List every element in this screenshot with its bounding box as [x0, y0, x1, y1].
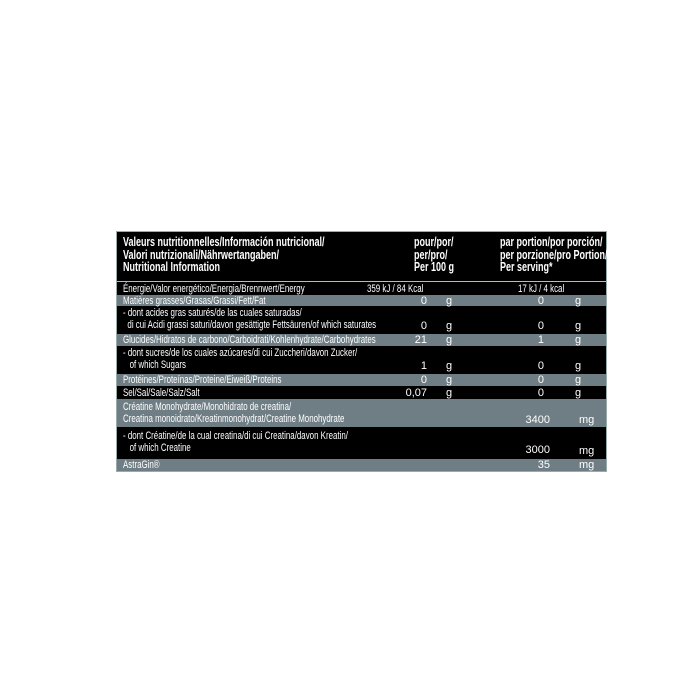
- row-label: [123, 401, 344, 425]
- value-per-100g: 0: [420, 320, 427, 332]
- row-sugars: [117, 347, 606, 373]
- value-per-100g: 1: [420, 360, 427, 372]
- header-text: per porzione/pro Portion/: [500, 247, 608, 262]
- value-per-100g: 21: [414, 334, 427, 346]
- row-of-which-creatine: [117, 428, 606, 459]
- value-per-serving: 3000: [525, 444, 550, 456]
- unit: g: [446, 360, 453, 372]
- row-saturates: [117, 307, 606, 333]
- value-per-serving: 0: [537, 295, 544, 307]
- row-label: [123, 307, 376, 331]
- row-label: Protéines/Proteínas/Proteine/Eiweiß/Proteins: [123, 374, 282, 386]
- label-line: - dont sucres/de los cuales azúcares/di cui Zuccheri/davon Zucker/: [123, 347, 358, 359]
- row-label: [123, 347, 357, 371]
- label-line: Créatine Monohydrate/Monohidrato de creatina/: [123, 401, 292, 413]
- row-energy: [117, 283, 606, 295]
- unit: g: [575, 360, 582, 372]
- value-per-serving: 1: [537, 334, 544, 346]
- value-per-100g: 0,07: [405, 387, 427, 399]
- unit: g: [575, 320, 582, 332]
- value-per-serving: 0: [537, 387, 544, 399]
- row-label: Sel/Sal/Sale/Salz/Salt: [123, 387, 200, 399]
- header-text: Valori nutrizionali/Nährwertangaben/: [123, 247, 280, 262]
- value-per-serving: 17 kJ / 4 kcal: [518, 283, 565, 295]
- header-text: Nutritional Information: [123, 260, 220, 274]
- value-per-100g: 359 kJ / 84 Kcal: [367, 283, 424, 295]
- nutrition-facts-table: [116, 231, 607, 472]
- row-label: Matières grasses/Grasas/Grassi/Fett/Fat: [123, 295, 266, 307]
- unit: g: [446, 334, 453, 346]
- header-text: Per 100 g: [414, 260, 455, 274]
- row-astragin: [117, 459, 606, 471]
- unit: mg: [579, 459, 595, 471]
- label-line: of which Sugars: [129, 359, 186, 371]
- unit: g: [575, 334, 582, 346]
- label-line: Creatina monoidrato/Kreatinmonohydrat/Creatine Monohydrate: [123, 413, 345, 425]
- row-salt: [117, 387, 606, 399]
- header-text: Per serving*: [500, 260, 553, 274]
- value-per-100g: 0: [420, 374, 427, 386]
- row-creatine-monohydrate: [117, 399, 606, 427]
- value-per-serving: 35: [537, 459, 550, 471]
- header-text: pour/por/: [414, 235, 454, 249]
- unit: g: [446, 320, 453, 332]
- unit: g: [446, 295, 453, 307]
- label-line: - dont Créatine/de la cual creatina/di cui Creatina/davon Kreatin/: [123, 430, 348, 442]
- header-text: per/pro/: [414, 247, 448, 262]
- header-text: Valeurs nutritionnelles/Información nutricional/: [123, 235, 325, 249]
- value-per-serving: 0: [537, 320, 544, 332]
- value-per-serving: 0: [537, 374, 544, 386]
- header-label-column: [123, 236, 403, 282]
- row-label: Glucides/Hidratos de carbono/Carboidrati/Kohlenhydrate/Carbohydrates: [123, 334, 376, 346]
- row-fat: [117, 295, 606, 306]
- unit: g: [575, 387, 582, 399]
- header-per-100g-column: [414, 236, 470, 282]
- unit: g: [446, 374, 453, 386]
- unit: g: [575, 295, 582, 307]
- row-label: [123, 430, 348, 454]
- value-per-100g: 0: [420, 295, 427, 307]
- unit: mg: [579, 414, 595, 426]
- label-line: of which Creatine: [129, 442, 191, 454]
- header-text: par portion/por porción/: [500, 235, 603, 249]
- row-label: Énergie/Valor energético/Energia/Brennwert/Energy: [123, 283, 305, 295]
- unit: mg: [579, 445, 595, 457]
- unit: g: [446, 387, 453, 399]
- label-line: - dont acides gras saturés/de las cuales saturadas/: [123, 307, 302, 319]
- row-label: AstraGin®: [123, 459, 160, 471]
- row-carbohydrates: [117, 334, 606, 346]
- label-line: di cui Acidi grassi saturi/davon gesättigte Fettsäuren/of which saturates: [127, 319, 377, 331]
- value-per-serving: 3400: [525, 414, 550, 426]
- row-proteins: [117, 374, 606, 386]
- unit: g: [575, 374, 582, 386]
- header-per-serving-column: [500, 236, 649, 282]
- header-divider: [117, 281, 606, 282]
- value-per-serving: 0: [537, 360, 544, 372]
